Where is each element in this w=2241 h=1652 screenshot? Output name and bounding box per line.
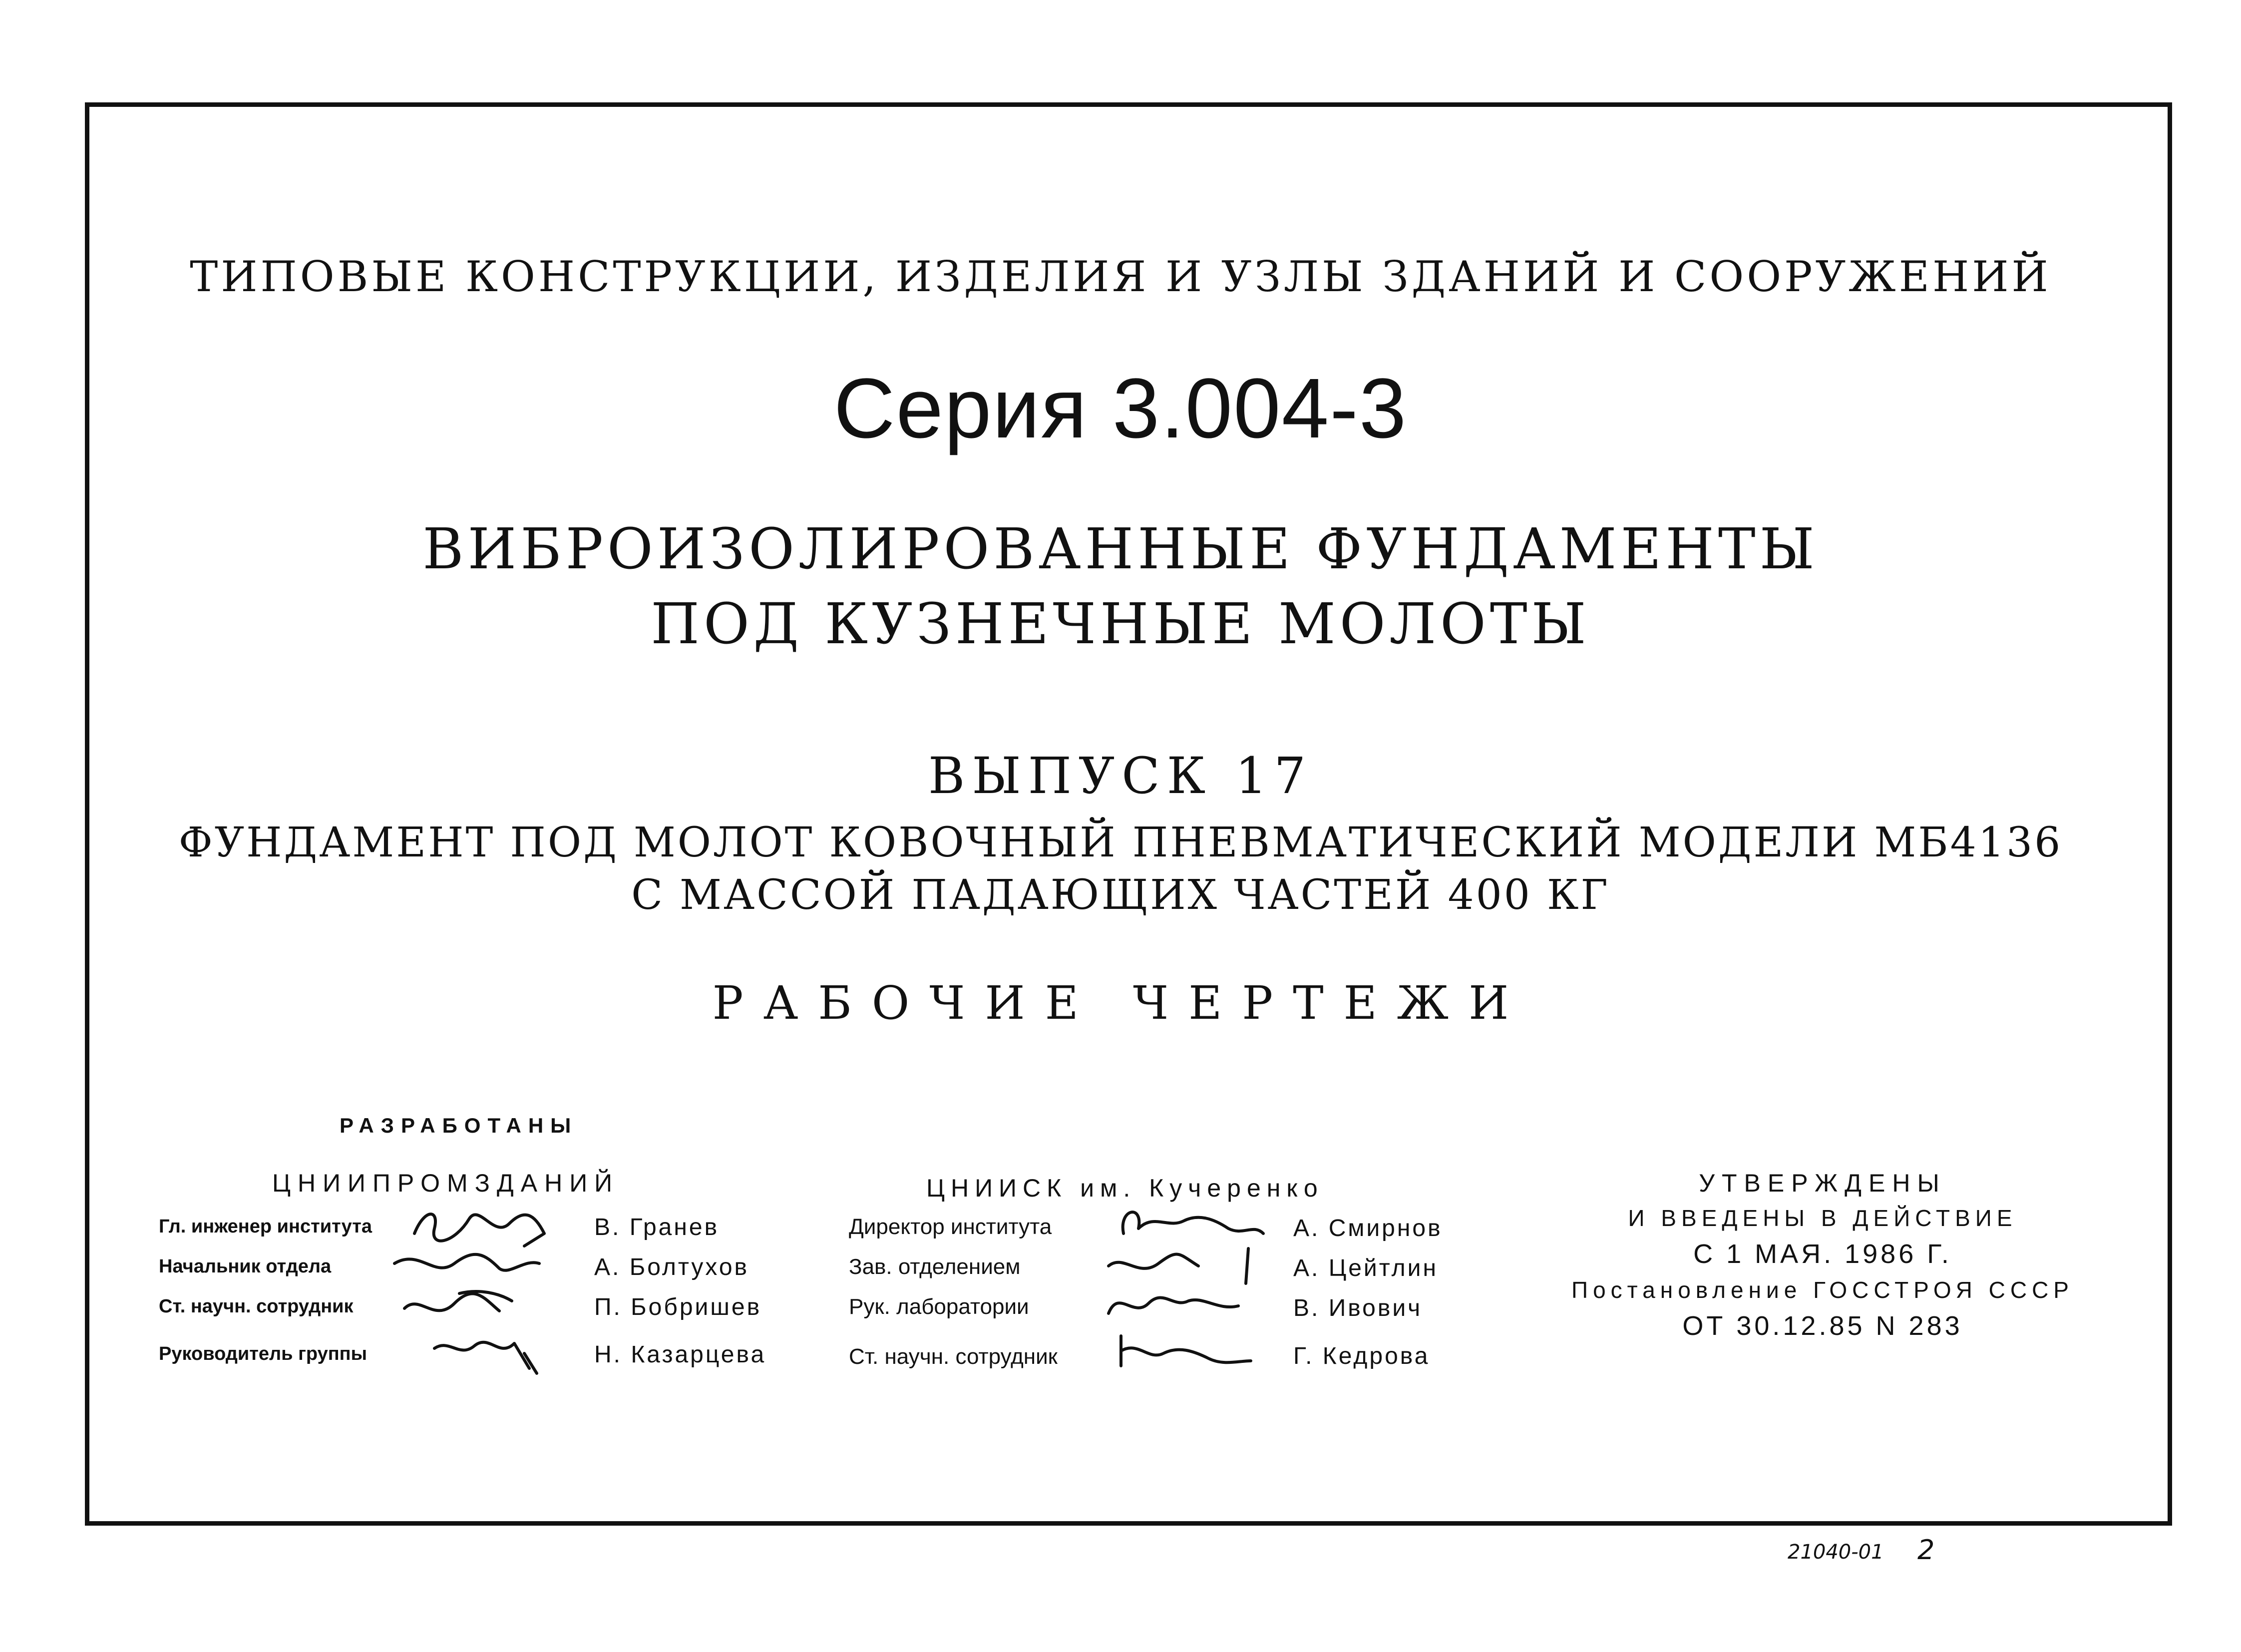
header-title: ТИПОВЫЕ КОНСТРУКЦИИ, ИЗДЕЛИЯ И УЗЛЫ ЗДАНИЙ И СООРУЖЕНИЙ	[190, 252, 2051, 301]
drawing-code: 21040-01	[1788, 1541, 1884, 1564]
description-line-2: С МАССОЙ ПАДАЮЩИХ ЧАСТЕЙ 400 КГ	[631, 871, 1610, 919]
approval-line-4: ОТ 30.12.85 N 283	[1682, 1311, 1963, 1341]
org-middle-role-2: Зав. отделением	[849, 1254, 1021, 1279]
org-middle-role-1: Директор института	[849, 1215, 1052, 1239]
signature-smirnov	[1114, 1199, 1268, 1248]
org-middle-role-4: Ст. научн. сотрудник	[849, 1344, 1058, 1369]
signature-boltukhov	[389, 1243, 549, 1288]
main-title-line-2: ПОД КУЗНЕЧНЫЕ МОЛОТЫ	[651, 592, 1590, 657]
signature-kedrova	[1114, 1331, 1258, 1376]
org-middle-person-4: Г. Кедрова	[1293, 1343, 1430, 1369]
signature-bobrishev	[399, 1283, 519, 1328]
main-title-line-1: ВИБРОИЗОЛИРОВАННЫЕ ФУНДАМЕНТЫ	[422, 517, 1819, 582]
org-middle-person-2: А. Цейтлин	[1293, 1255, 1438, 1281]
page-number: 2	[1917, 1534, 1935, 1566]
approval-line-2: С 1 МАЯ. 1986 Г.	[1693, 1239, 1952, 1269]
approval-block	[1518, 1169, 2127, 1341]
series-number: Серия 3.004-3	[833, 361, 1408, 456]
org-middle-person-1: А. Смирнов	[1293, 1215, 1443, 1241]
signature-ivovich	[1104, 1283, 1248, 1328]
developed-label: РАЗРАБОТАНЫ	[340, 1114, 578, 1137]
org-left-person-1: В. Гранев	[594, 1214, 720, 1240]
org-middle-name: ЦНИИСК им. Кучеренко	[926, 1174, 1324, 1202]
signature-tseitlin	[1104, 1243, 1258, 1288]
org-left-role-1: Гл. инженер института	[159, 1216, 372, 1237]
issue-number: ВЫПУСК 17	[928, 747, 1313, 805]
org-middle-person-3: В. Ивович	[1293, 1295, 1423, 1321]
signature-kazartseva	[429, 1328, 544, 1378]
org-left-role-4: Руководитель группы	[159, 1343, 368, 1364]
org-left-person-3: П. Бобришев	[594, 1294, 762, 1320]
approval-line-3: Постановление ГОССТРОЯ СССР	[1571, 1277, 2074, 1303]
org-left-role-2: Начальник отдела	[159, 1256, 332, 1277]
document-type: РАБОЧИЕ ЧЕРТЕЖИ	[712, 976, 1529, 1030]
org-left-name: ЦНИИПРОМЗДАНИЙ	[272, 1169, 620, 1197]
org-left-person-4: Н. Казарцева	[594, 1341, 766, 1368]
description-line-1: ФУНДАМЕНТ ПОД МОЛОТ КОВОЧНЫЙ ПНЕВМАТИЧЕСКИЙ МОДЕЛИ МБ4136	[178, 819, 2063, 866]
org-middle-role-3: Рук. лаборатории	[849, 1294, 1029, 1319]
approval-line-1: И ВВЕДЕНЫ В ДЕЙСТВИЕ	[1628, 1205, 2017, 1231]
org-left-role-3: Ст. научн. сотрудник	[159, 1296, 354, 1317]
approval-title: УТВЕРЖДЕНЫ	[1699, 1169, 1946, 1197]
org-left-person-2: А. Болтухов	[594, 1254, 749, 1280]
